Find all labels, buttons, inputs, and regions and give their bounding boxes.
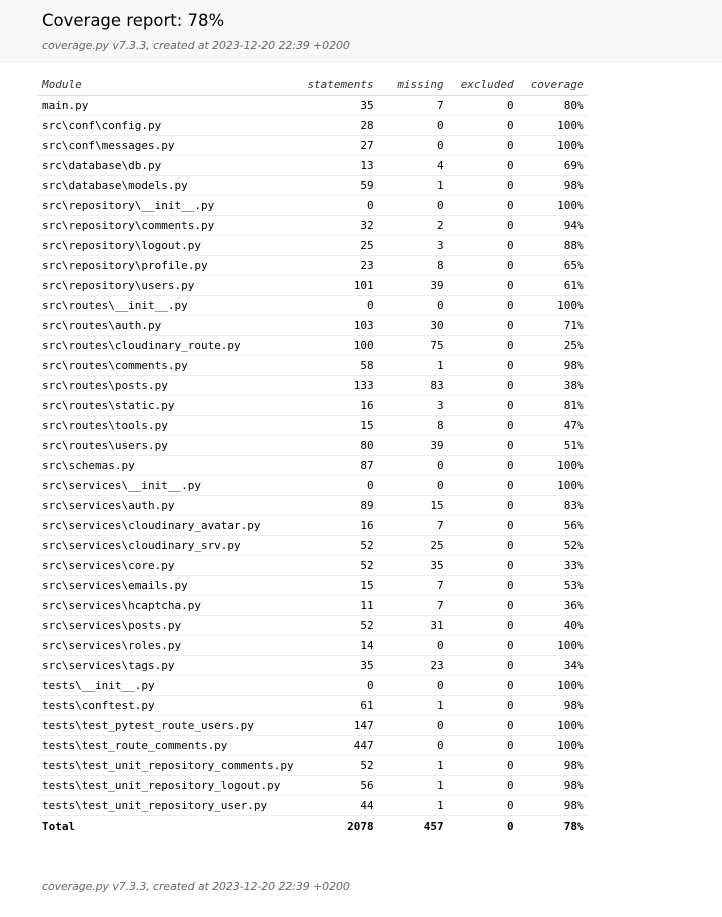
missing-cell: 2 (378, 215, 448, 235)
statements-cell: 27 (298, 135, 378, 155)
table-row[interactable] (38, 95, 588, 115)
total-statements: 2078 (298, 815, 378, 837)
coverage-cell: 51% (518, 435, 588, 455)
table-row[interactable] (38, 175, 588, 195)
excluded-cell: 0 (448, 655, 518, 675)
coverage-cell: 36% (518, 595, 588, 615)
coverage-cell: 94% (518, 215, 588, 235)
excluded-cell: 0 (448, 375, 518, 395)
table-row[interactable] (38, 575, 588, 595)
statements-cell: 23 (298, 255, 378, 275)
coverage-cell: 100% (518, 295, 588, 315)
module-link[interactable]: src\schemas.py (38, 455, 298, 475)
table-row[interactable] (38, 255, 588, 275)
coverage-cell: 100% (518, 635, 588, 655)
coverage-cell: 100% (518, 675, 588, 695)
statements-cell: 58 (298, 355, 378, 375)
excluded-cell: 0 (448, 535, 518, 555)
missing-cell: 0 (378, 295, 448, 315)
table-row[interactable] (38, 555, 588, 575)
excluded-cell: 0 (448, 795, 518, 815)
excluded-cell: 0 (448, 455, 518, 475)
table-row[interactable] (38, 455, 588, 475)
excluded-cell: 0 (448, 715, 518, 735)
statements-cell: 56 (298, 775, 378, 795)
coverage-cell: 100% (518, 715, 588, 735)
statements-cell: 87 (298, 455, 378, 475)
missing-cell: 30 (378, 315, 448, 335)
table-row[interactable] (38, 615, 588, 635)
missing-cell: 0 (378, 635, 448, 655)
table-row[interactable] (38, 195, 588, 215)
missing-cell: 0 (378, 455, 448, 475)
excluded-cell: 0 (448, 115, 518, 135)
table-row[interactable] (38, 515, 588, 535)
module-link[interactable]: tests\test_route_comments.py (38, 735, 298, 755)
module-link[interactable]: src\routes\cloudinary_route.py (38, 335, 298, 355)
table-row[interactable] (38, 695, 588, 715)
module-link[interactable]: src\services\hcaptcha.py (38, 595, 298, 615)
statements-cell: 16 (298, 515, 378, 535)
excluded-cell: 0 (448, 95, 518, 115)
statements-cell: 52 (298, 615, 378, 635)
missing-cell: 0 (378, 675, 448, 695)
excluded-cell: 0 (448, 675, 518, 695)
column-header-module[interactable]: Module (38, 75, 298, 95)
excluded-cell: 0 (448, 755, 518, 775)
statements-cell: 15 (298, 575, 378, 595)
coverage-cell: 98% (518, 695, 588, 715)
missing-cell: 0 (378, 715, 448, 735)
excluded-cell: 0 (448, 475, 518, 495)
missing-cell: 15 (378, 495, 448, 515)
excluded-cell: 0 (448, 215, 518, 235)
missing-cell: 25 (378, 535, 448, 555)
module-link[interactable]: src\repository\profile.py (38, 255, 298, 275)
statements-cell: 52 (298, 535, 378, 555)
excluded-cell: 0 (448, 155, 518, 175)
coverage-cell: 47% (518, 415, 588, 435)
coverage-cell: 34% (518, 655, 588, 675)
table-row[interactable] (38, 295, 588, 315)
missing-cell: 39 (378, 435, 448, 455)
table-row[interactable] (38, 775, 588, 795)
missing-cell: 23 (378, 655, 448, 675)
module-link[interactable]: src\services\roles.py (38, 635, 298, 655)
missing-cell: 7 (378, 95, 448, 115)
module-link[interactable]: tests\test_pytest_route_users.py (38, 715, 298, 735)
table-row[interactable] (38, 535, 588, 555)
statements-cell: 61 (298, 695, 378, 715)
excluded-cell: 0 (448, 735, 518, 755)
excluded-cell: 0 (448, 435, 518, 455)
coverage-cell: 98% (518, 355, 588, 375)
missing-cell: 4 (378, 155, 448, 175)
statements-cell: 0 (298, 475, 378, 495)
table-row[interactable] (38, 115, 588, 135)
page-title: Coverage report: 78% (42, 11, 225, 30)
table-row[interactable] (38, 375, 588, 395)
module-link[interactable]: src\conf\config.py (38, 115, 298, 135)
column-header-missing[interactable]: missing (378, 75, 448, 95)
coverage-cell: 100% (518, 475, 588, 495)
statements-cell: 80 (298, 435, 378, 455)
module-link[interactable]: main.py (38, 95, 298, 115)
missing-cell: 8 (378, 415, 448, 435)
coverage-cell: 33% (518, 555, 588, 575)
coverage-cell: 83% (518, 495, 588, 515)
module-link[interactable]: src\services\emails.py (38, 575, 298, 595)
statements-cell: 0 (298, 675, 378, 695)
excluded-cell: 0 (448, 555, 518, 575)
generator-info: coverage.py v7.3.3, created at 2023-12-20 22:39 +0200 (42, 39, 350, 52)
statements-cell: 133 (298, 375, 378, 395)
module-link[interactable]: src\routes\comments.py (38, 355, 298, 375)
coverage-cell: 98% (518, 775, 588, 795)
coverage-cell: 61% (518, 275, 588, 295)
module-link[interactable]: src\database\models.py (38, 175, 298, 195)
missing-cell: 3 (378, 235, 448, 255)
table-row[interactable] (38, 795, 588, 815)
coverage-cell: 100% (518, 455, 588, 475)
missing-cell: 1 (378, 175, 448, 195)
missing-cell: 0 (378, 115, 448, 135)
missing-cell: 35 (378, 555, 448, 575)
excluded-cell: 0 (448, 195, 518, 215)
excluded-cell: 0 (448, 355, 518, 375)
coverage-cell: 38% (518, 375, 588, 395)
coverage-cell: 98% (518, 795, 588, 815)
statements-cell: 59 (298, 175, 378, 195)
excluded-cell: 0 (448, 175, 518, 195)
module-link[interactable]: src\repository\__init__.py (38, 195, 298, 215)
coverage-cell: 69% (518, 155, 588, 175)
table-row[interactable] (38, 495, 588, 515)
column-header-excluded[interactable]: excluded (448, 75, 518, 95)
statements-cell: 11 (298, 595, 378, 615)
statements-cell: 25 (298, 235, 378, 255)
total-label: Total (38, 815, 298, 837)
module-link[interactable]: src\repository\logout.py (38, 235, 298, 255)
module-link[interactable]: src\routes\posts.py (38, 375, 298, 395)
statements-cell: 15 (298, 415, 378, 435)
missing-cell: 1 (378, 355, 448, 375)
missing-cell: 75 (378, 335, 448, 355)
table-row[interactable] (38, 635, 588, 655)
excluded-cell: 0 (448, 595, 518, 615)
report-header (0, 0, 722, 62)
coverage-cell: 71% (518, 315, 588, 335)
coverage-cell: 88% (518, 235, 588, 255)
module-link[interactable]: src\conf\messages.py (38, 135, 298, 155)
excluded-cell: 0 (448, 235, 518, 255)
missing-cell: 1 (378, 775, 448, 795)
coverage-cell: 52% (518, 535, 588, 555)
column-header-coverage[interactable]: coverage (518, 75, 588, 95)
excluded-cell: 0 (448, 295, 518, 315)
excluded-cell: 0 (448, 495, 518, 515)
table-row[interactable] (38, 315, 588, 335)
statements-cell: 447 (298, 735, 378, 755)
statements-cell: 32 (298, 215, 378, 235)
module-link[interactable]: src\services\tags.py (38, 655, 298, 675)
excluded-cell: 0 (448, 775, 518, 795)
module-link[interactable]: tests\test_unit_repository_comments.py (38, 755, 298, 775)
table-row[interactable] (38, 715, 588, 735)
table-row[interactable] (38, 735, 588, 755)
excluded-cell: 0 (448, 695, 518, 715)
statements-cell: 28 (298, 115, 378, 135)
coverage-cell: 81% (518, 395, 588, 415)
footer-generator-info: coverage.py v7.3.3, created at 2023-12-20 22:39 +0200 (42, 880, 350, 893)
table-row[interactable] (38, 155, 588, 175)
statements-cell: 44 (298, 795, 378, 815)
missing-cell: 1 (378, 795, 448, 815)
coverage-cell: 56% (518, 515, 588, 535)
statements-cell: 147 (298, 715, 378, 735)
statements-cell: 0 (298, 195, 378, 215)
module-link[interactable]: src\repository\users.py (38, 275, 298, 295)
coverage-cell: 98% (518, 175, 588, 195)
excluded-cell: 0 (448, 635, 518, 655)
missing-cell: 0 (378, 735, 448, 755)
column-header-statements[interactable]: statements (298, 75, 378, 95)
statements-cell: 35 (298, 95, 378, 115)
missing-cell: 0 (378, 475, 448, 495)
coverage-cell: 100% (518, 135, 588, 155)
missing-cell: 8 (378, 255, 448, 275)
table-row[interactable] (38, 335, 588, 355)
table-row[interactable] (38, 215, 588, 235)
excluded-cell: 0 (448, 135, 518, 155)
module-link[interactable]: src\routes\__init__.py (38, 295, 298, 315)
statements-cell: 0 (298, 295, 378, 315)
table-row[interactable] (38, 235, 588, 255)
module-link[interactable]: src\database\db.py (38, 155, 298, 175)
module-link[interactable]: src\services\posts.py (38, 615, 298, 635)
table-header-row (38, 75, 588, 95)
missing-cell: 0 (378, 135, 448, 155)
missing-cell: 31 (378, 615, 448, 635)
module-link[interactable]: src\services\cloudinary_avatar.py (38, 515, 298, 535)
module-link[interactable]: src\routes\users.py (38, 435, 298, 455)
module-link[interactable]: src\services\auth.py (38, 495, 298, 515)
statements-cell: 52 (298, 755, 378, 775)
excluded-cell: 0 (448, 315, 518, 335)
missing-cell: 39 (378, 275, 448, 295)
missing-cell: 1 (378, 755, 448, 775)
missing-cell: 1 (378, 695, 448, 715)
statements-cell: 103 (298, 315, 378, 335)
coverage-cell: 100% (518, 735, 588, 755)
coverage-table (38, 75, 588, 837)
table-row[interactable] (38, 655, 588, 675)
coverage-cell: 65% (518, 255, 588, 275)
excluded-cell: 0 (448, 415, 518, 435)
module-link[interactable]: src\services\core.py (38, 555, 298, 575)
statements-cell: 89 (298, 495, 378, 515)
missing-cell: 0 (378, 195, 448, 215)
table-row[interactable] (38, 755, 588, 775)
excluded-cell: 0 (448, 335, 518, 355)
total-missing: 457 (378, 815, 448, 837)
table-row[interactable] (38, 355, 588, 375)
missing-cell: 7 (378, 575, 448, 595)
module-link[interactable]: src\routes\auth.py (38, 315, 298, 335)
total-excluded: 0 (448, 815, 518, 837)
table-row[interactable] (38, 475, 588, 495)
module-link[interactable]: tests\test_unit_repository_logout.py (38, 775, 298, 795)
coverage-cell: 98% (518, 755, 588, 775)
coverage-cell: 80% (518, 95, 588, 115)
module-link[interactable]: tests\conftest.py (38, 695, 298, 715)
table-row[interactable] (38, 415, 588, 435)
coverage-cell: 100% (518, 195, 588, 215)
coverage-cell: 53% (518, 575, 588, 595)
missing-cell: 3 (378, 395, 448, 415)
total-coverage: 78% (518, 815, 588, 837)
excluded-cell: 0 (448, 515, 518, 535)
excluded-cell: 0 (448, 275, 518, 295)
excluded-cell: 0 (448, 615, 518, 635)
module-link[interactable]: src\routes\tools.py (38, 415, 298, 435)
statements-cell: 101 (298, 275, 378, 295)
statements-cell: 16 (298, 395, 378, 415)
module-link[interactable]: tests\__init__.py (38, 675, 298, 695)
table-row[interactable] (38, 435, 588, 455)
statements-cell: 100 (298, 335, 378, 355)
table-row[interactable] (38, 595, 588, 615)
module-link[interactable]: src\routes\static.py (38, 395, 298, 415)
table-row[interactable] (38, 135, 588, 155)
excluded-cell: 0 (448, 575, 518, 595)
table-row[interactable] (38, 275, 588, 295)
missing-cell: 83 (378, 375, 448, 395)
statements-cell: 13 (298, 155, 378, 175)
excluded-cell: 0 (448, 255, 518, 275)
missing-cell: 7 (378, 515, 448, 535)
statements-cell: 52 (298, 555, 378, 575)
total-row (38, 815, 588, 837)
statements-cell: 35 (298, 655, 378, 675)
coverage-cell: 40% (518, 615, 588, 635)
module-link[interactable]: src\repository\comments.py (38, 215, 298, 235)
excluded-cell: 0 (448, 395, 518, 415)
table-row[interactable] (38, 675, 588, 695)
module-link[interactable]: src\services\cloudinary_srv.py (38, 535, 298, 555)
module-link[interactable]: tests\test_unit_repository_user.py (38, 795, 298, 815)
statements-cell: 14 (298, 635, 378, 655)
coverage-cell: 100% (518, 115, 588, 135)
table-row[interactable] (38, 395, 588, 415)
module-link[interactable]: src\services\__init__.py (38, 475, 298, 495)
missing-cell: 7 (378, 595, 448, 615)
coverage-cell: 25% (518, 335, 588, 355)
